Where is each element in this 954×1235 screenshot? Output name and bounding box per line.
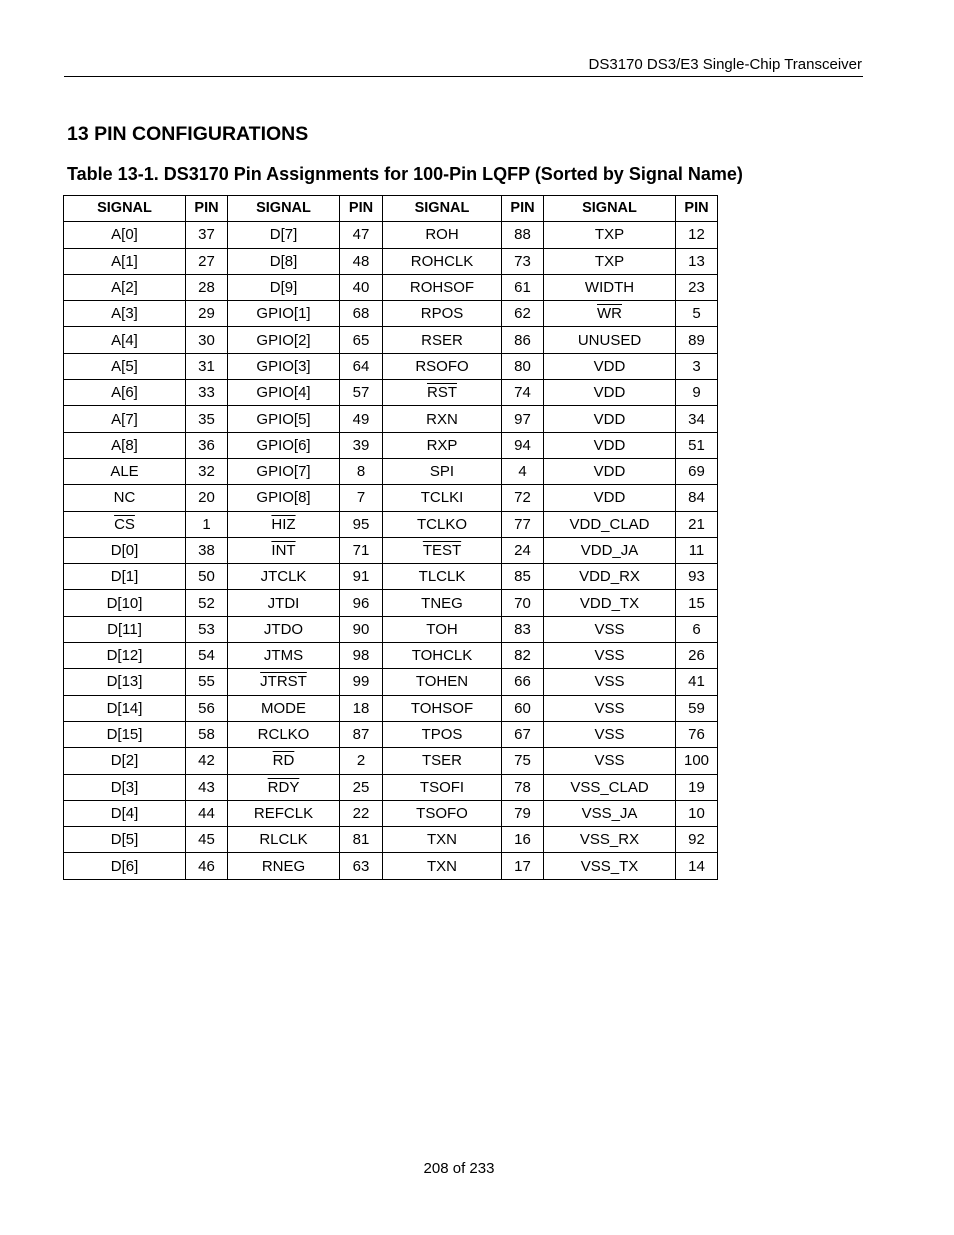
pin-cell: 84: [676, 485, 718, 511]
signal-cell: JTDO: [228, 616, 340, 642]
signal-cell: D[8]: [228, 248, 340, 274]
signal-cell: VDD: [544, 485, 676, 511]
table-row: [64, 590, 718, 616]
signal-cell: TLCLK: [383, 564, 502, 590]
pin-cell: 58: [186, 721, 228, 747]
pin-cell: 24: [502, 537, 544, 563]
pin-cell: 68: [340, 301, 383, 327]
pin-cell: 95: [340, 511, 383, 537]
signal-cell: VSS: [544, 669, 676, 695]
pin-cell: 91: [340, 564, 383, 590]
pin-cell: 61: [502, 274, 544, 300]
signal-cell: TCLKI: [383, 485, 502, 511]
table-row: [64, 669, 718, 695]
pin-cell: 44: [186, 800, 228, 826]
pin-cell: 73: [502, 248, 544, 274]
signal-cell: GPIO[8]: [228, 485, 340, 511]
pin-cell: 6: [676, 616, 718, 642]
signal-cell: VSS: [544, 748, 676, 774]
pin-cell: 74: [502, 380, 544, 406]
signal-cell: [228, 774, 340, 800]
page-number: 208 of 233: [423, 1160, 495, 1177]
section-title: 13 PIN CONFIGURATIONS: [67, 123, 309, 145]
table-row: [64, 800, 718, 826]
signal-cell: JTCLK: [228, 564, 340, 590]
table-row: [64, 748, 718, 774]
signal-cell: [228, 511, 340, 537]
signal-cell: A[0]: [64, 222, 186, 248]
signal-cell: D[10]: [64, 590, 186, 616]
signal-cell: GPIO[6]: [228, 432, 340, 458]
pin-cell: 54: [186, 643, 228, 669]
pin-cell: 78: [502, 774, 544, 800]
pin-cell: 13: [676, 248, 718, 274]
signal-cell: VDD: [544, 458, 676, 484]
signal-cell: A[1]: [64, 248, 186, 274]
signal-cell: D[9]: [228, 274, 340, 300]
signal-cell: VSS_TX: [544, 853, 676, 879]
signal-cell: TXP: [544, 248, 676, 274]
signal-cell: RCLKO: [228, 721, 340, 747]
signal-cell: A[5]: [64, 353, 186, 379]
column-header: SIGNAL: [64, 196, 186, 222]
signal-cell: TXP: [544, 222, 676, 248]
signal-cell: VDD: [544, 380, 676, 406]
column-header: PIN: [676, 196, 718, 222]
pin-cell: 39: [340, 432, 383, 458]
signal-cell: SPI: [383, 458, 502, 484]
signal-cell: [64, 511, 186, 537]
pin-cell: 98: [340, 643, 383, 669]
column-header: PIN: [340, 196, 383, 222]
signal-cell: [383, 537, 502, 563]
signal-cell: TSOFO: [383, 800, 502, 826]
signal-cell: JTMS: [228, 643, 340, 669]
pin-cell: 2: [340, 748, 383, 774]
signal-cell: TSER: [383, 748, 502, 774]
pin-cell: 32: [186, 458, 228, 484]
signal-cell: TOH: [383, 616, 502, 642]
pin-cell: 48: [340, 248, 383, 274]
pin-cell: 25: [340, 774, 383, 800]
column-header: SIGNAL: [228, 196, 340, 222]
signal-cell: NC: [64, 485, 186, 511]
table-row: [64, 564, 718, 590]
table-row: [64, 274, 718, 300]
signal-cell: VDD: [544, 406, 676, 432]
signal-cell: GPIO[5]: [228, 406, 340, 432]
signal-cell: [228, 748, 340, 774]
pin-cell: 11: [676, 537, 718, 563]
signal-cell: GPIO[7]: [228, 458, 340, 484]
signal-cell: D[6]: [64, 853, 186, 879]
signal-cell: GPIO[1]: [228, 301, 340, 327]
signal-cell: D[14]: [64, 695, 186, 721]
signal-cell: A[4]: [64, 327, 186, 353]
pin-cell: 67: [502, 721, 544, 747]
pin-cell: 49: [340, 406, 383, 432]
pin-cell: 99: [340, 669, 383, 695]
pin-cell: 53: [186, 616, 228, 642]
signal-cell: TXN: [383, 827, 502, 853]
signal-cell: D[12]: [64, 643, 186, 669]
pin-cell: 100: [676, 748, 718, 774]
signal-cell: GPIO[4]: [228, 380, 340, 406]
column-header: SIGNAL: [544, 196, 676, 222]
signal-cell: RNEG: [228, 853, 340, 879]
signal-cell: RSOFO: [383, 353, 502, 379]
table-caption: Table 13-1. DS3170 Pin Assignments for 100-Pin LQFP (Sorted by Signal Name): [67, 164, 743, 184]
pin-cell: 9: [676, 380, 718, 406]
signal-cell: D[0]: [64, 537, 186, 563]
table-row: [64, 485, 718, 511]
pin-cell: 88: [502, 222, 544, 248]
pin-cell: 59: [676, 695, 718, 721]
signal-cell: TPOS: [383, 721, 502, 747]
pin-cell: 17: [502, 853, 544, 879]
pin-cell: 93: [676, 564, 718, 590]
signal-cell: TNEG: [383, 590, 502, 616]
table-row: [64, 511, 718, 537]
pin-cell: 77: [502, 511, 544, 537]
signal-cell: A[3]: [64, 301, 186, 327]
pin-cell: 37: [186, 222, 228, 248]
signal-cell: GPIO[2]: [228, 327, 340, 353]
pin-cell: 28: [186, 274, 228, 300]
pin-cell: 34: [676, 406, 718, 432]
signal-cell: A[2]: [64, 274, 186, 300]
column-header: PIN: [502, 196, 544, 222]
signal-cell: A[7]: [64, 406, 186, 432]
signal-cell: VSS: [544, 643, 676, 669]
signal-cell: [383, 380, 502, 406]
signal-cell: ROHSOF: [383, 274, 502, 300]
signal-cell: [228, 537, 340, 563]
pin-cell: 10: [676, 800, 718, 826]
active-low-signal: JTRST: [260, 673, 307, 691]
pin-cell: 86: [502, 327, 544, 353]
pin-cell: 30: [186, 327, 228, 353]
signal-cell: VSS_CLAD: [544, 774, 676, 800]
pin-cell: 94: [502, 432, 544, 458]
pin-cell: 83: [502, 616, 544, 642]
table-row: [64, 458, 718, 484]
pin-cell: 18: [340, 695, 383, 721]
pin-cell: 50: [186, 564, 228, 590]
pin-cell: 56: [186, 695, 228, 721]
pin-cell: 82: [502, 643, 544, 669]
pin-cell: 36: [186, 432, 228, 458]
pin-cell: 3: [676, 353, 718, 379]
table-row: [64, 432, 718, 458]
active-low-signal: $\overline{HIZ}$: [271, 515, 296, 533]
signal-cell: WIDTH: [544, 274, 676, 300]
signal-cell: D[5]: [64, 827, 186, 853]
column-header: PIN: [186, 196, 228, 222]
pin-cell: 40: [340, 274, 383, 300]
pin-cell: 65: [340, 327, 383, 353]
active-low-signal: $\overline{RST}$: [427, 384, 457, 402]
pin-cell: 64: [340, 353, 383, 379]
signal-cell: JTDI: [228, 590, 340, 616]
pin-cell: 55: [186, 669, 228, 695]
active-low-signal: $\overline{CS}$: [114, 515, 135, 533]
signal-cell: D[13]: [64, 669, 186, 695]
table-row: [64, 774, 718, 800]
signal-cell: A[8]: [64, 432, 186, 458]
signal-cell: RPOS: [383, 301, 502, 327]
table-row: [64, 301, 718, 327]
pin-cell: 12: [676, 222, 718, 248]
pin-cell: 7: [340, 485, 383, 511]
signal-cell: [544, 301, 676, 327]
table-header-row: [64, 196, 718, 222]
signal-cell: TOHEN: [383, 669, 502, 695]
pin-cell: 4: [502, 458, 544, 484]
pin-cell: 1: [186, 511, 228, 537]
signal-cell: TOHSOF: [383, 695, 502, 721]
pin-cell: 96: [340, 590, 383, 616]
pin-cell: 41: [676, 669, 718, 695]
running-header: DS3170 DS3/E3 Single-Chip Transceiver: [588, 56, 862, 73]
pin-cell: 69: [676, 458, 718, 484]
signal-cell: TCLKO: [383, 511, 502, 537]
active-low-signal: $\overline{RDY}$: [267, 778, 300, 796]
pin-cell: 38: [186, 537, 228, 563]
signal-cell: D[4]: [64, 800, 186, 826]
table-row: [64, 353, 718, 379]
pin-cell: 15: [676, 590, 718, 616]
pin-cell: 51: [676, 432, 718, 458]
signal-cell: D[1]: [64, 564, 186, 590]
signal-cell: RLCLK: [228, 827, 340, 853]
signal-cell: D[15]: [64, 721, 186, 747]
table-row: [64, 248, 718, 274]
pin-cell: 45: [186, 827, 228, 853]
pin-cell: 72: [502, 485, 544, 511]
pin-cell: 57: [340, 380, 383, 406]
pin-cell: 43: [186, 774, 228, 800]
pin-cell: 26: [676, 643, 718, 669]
pin-cell: 35: [186, 406, 228, 432]
pin-cell: 23: [676, 274, 718, 300]
signal-cell: VDD_CLAD: [544, 511, 676, 537]
signal-cell: VDD: [544, 432, 676, 458]
signal-cell: VSS_RX: [544, 827, 676, 853]
table-row: [64, 695, 718, 721]
pin-cell: 80: [502, 353, 544, 379]
pin-cell: 92: [676, 827, 718, 853]
pin-cell: 46: [186, 853, 228, 879]
pin-cell: 27: [186, 248, 228, 274]
table-row: [64, 827, 718, 853]
signal-cell: ALE: [64, 458, 186, 484]
signal-cell: VSS_JA: [544, 800, 676, 826]
signal-cell: REFCLK: [228, 800, 340, 826]
active-low-signal: $\overline{WR}$: [597, 305, 622, 323]
table-row: [64, 853, 718, 879]
pin-cell: 75: [502, 748, 544, 774]
pin-assignment-table: [63, 195, 718, 880]
pin-cell: 90: [340, 616, 383, 642]
active-low-signal: TEST: [422, 542, 462, 559]
pin-cell: 81: [340, 827, 383, 853]
pin-cell: 16: [502, 827, 544, 853]
column-header: SIGNAL: [383, 196, 502, 222]
pin-cell: 70: [502, 590, 544, 616]
signal-cell: VDD_RX: [544, 564, 676, 590]
signal-cell: ROHCLK: [383, 248, 502, 274]
signal-cell: GPIO[3]: [228, 353, 340, 379]
pin-cell: 20: [186, 485, 228, 511]
signal-cell: UNUSED: [544, 327, 676, 353]
pin-cell: 8: [340, 458, 383, 484]
pin-cell: 5: [676, 301, 718, 327]
signal-cell: RXP: [383, 432, 502, 458]
active-low-signal: $\overline{RD}$: [272, 752, 295, 770]
active-low-signal: $\overline{INT}$: [271, 542, 296, 559]
signal-cell: ROH: [383, 222, 502, 248]
table-row: [64, 537, 718, 563]
signal-cell: VSS: [544, 616, 676, 642]
pin-cell: 71: [340, 537, 383, 563]
pin-cell: 62: [502, 301, 544, 327]
signal-cell: VDD: [544, 353, 676, 379]
signal-cell: D[2]: [64, 748, 186, 774]
pin-cell: 52: [186, 590, 228, 616]
table-row: [64, 327, 718, 353]
signal-cell: D[11]: [64, 616, 186, 642]
pin-cell: 97: [502, 406, 544, 432]
table-row: [64, 222, 718, 248]
pin-cell: 22: [340, 800, 383, 826]
table-row: [64, 643, 718, 669]
header-rule: [64, 76, 863, 77]
pin-cell: 63: [340, 853, 383, 879]
pin-cell: 31: [186, 353, 228, 379]
signal-cell: A[6]: [64, 380, 186, 406]
signal-cell: RXN: [383, 406, 502, 432]
pin-cell: 79: [502, 800, 544, 826]
table-row: [64, 406, 718, 432]
pin-cell: 76: [676, 721, 718, 747]
signal-cell: RSER: [383, 327, 502, 353]
pin-cell: 66: [502, 669, 544, 695]
pin-cell: 19: [676, 774, 718, 800]
table-row: [64, 380, 718, 406]
pin-cell: 85: [502, 564, 544, 590]
signal-cell: TOHCLK: [383, 643, 502, 669]
pin-cell: 60: [502, 695, 544, 721]
signal-cell: [228, 669, 340, 695]
signal-cell: TXN: [383, 853, 502, 879]
signal-cell: VDD_JA: [544, 537, 676, 563]
pin-cell: 89: [676, 327, 718, 353]
pin-cell: 87: [340, 721, 383, 747]
pin-cell: 42: [186, 748, 228, 774]
signal-cell: MODE: [228, 695, 340, 721]
table-row: [64, 721, 718, 747]
table-row: [64, 616, 718, 642]
signal-cell: VSS: [544, 721, 676, 747]
pin-cell: 33: [186, 380, 228, 406]
signal-cell: VDD_TX: [544, 590, 676, 616]
signal-cell: VSS: [544, 695, 676, 721]
pin-cell: 21: [676, 511, 718, 537]
pin-cell: 47: [340, 222, 383, 248]
signal-cell: D[3]: [64, 774, 186, 800]
pin-cell: 14: [676, 853, 718, 879]
pin-cell: 29: [186, 301, 228, 327]
signal-cell: TSOFI: [383, 774, 502, 800]
pin-table-body: [64, 222, 718, 879]
signal-cell: D[7]: [228, 222, 340, 248]
